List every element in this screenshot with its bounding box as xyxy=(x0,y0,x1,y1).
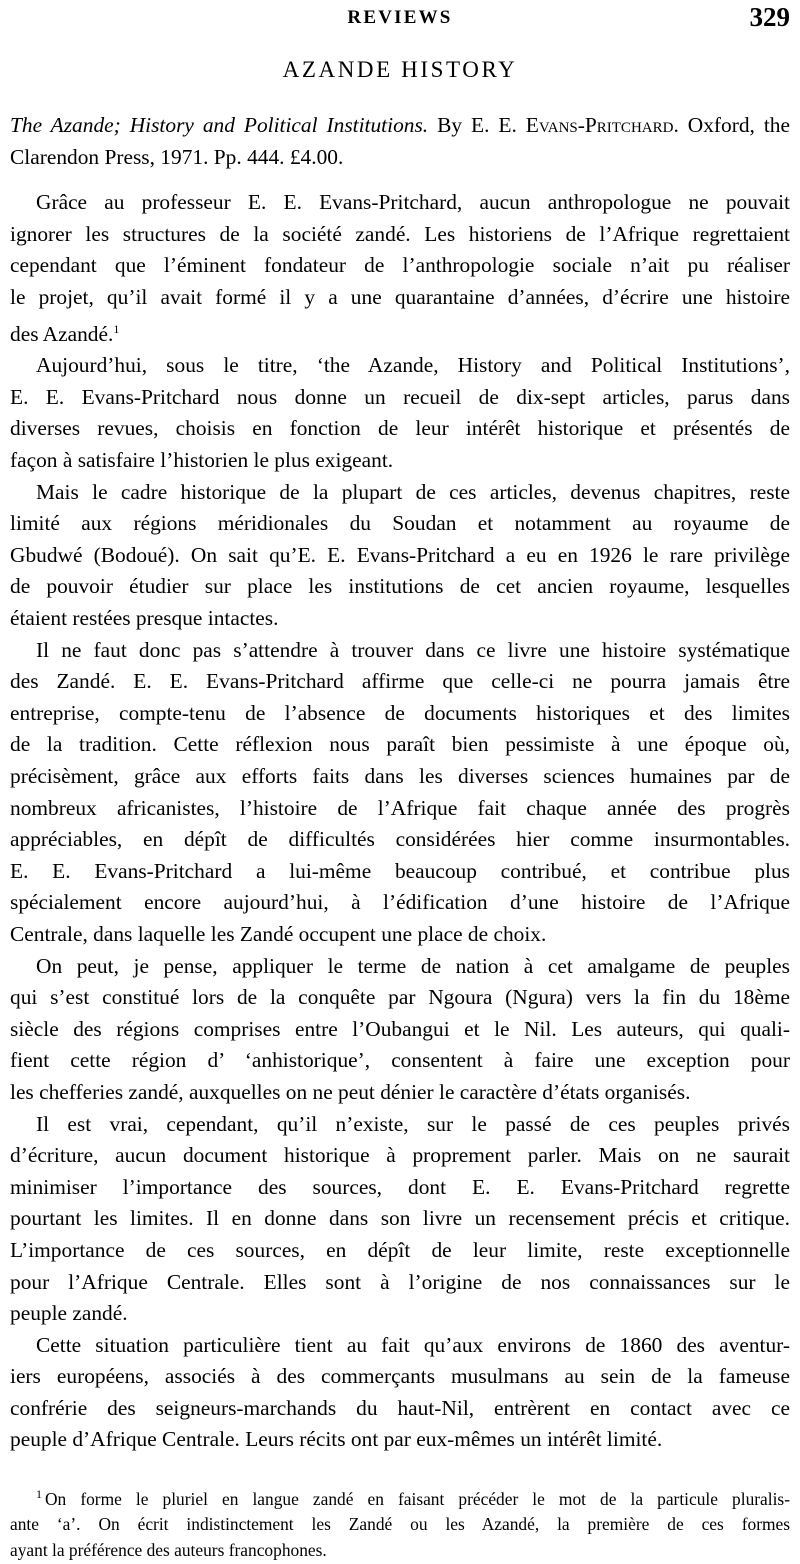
book-headnote xyxy=(10,110,790,173)
document-page xyxy=(0,2,800,1561)
text-line: Aujourd’hui, sous le titre, ‘the Azande, History and Political Institutions’, xyxy=(36,353,790,378)
text-line: spécialement encore aujourd’hui, à l’édification d’une histoire de l’Afrique xyxy=(10,890,790,915)
text-line: Centrale, dans laquelle les Zandé occupent une place de choix. xyxy=(10,921,547,946)
text-line: Gbudwé (Bodoué). On sait qu’E. E. Evans-Pritchard a eu en 1926 le rare privilège xyxy=(10,542,790,567)
text-line: le projet, qu’il avait formé il y a une quarantaine d’années, d’écrire une histoire xyxy=(10,284,790,309)
text-line: façon à satisfaire l’historien le plus exigeant. xyxy=(10,448,394,473)
text-line: fient cette région d’ ‘anhistorique’, consentent à faire une exception pour xyxy=(10,1048,790,1073)
text-line-content: des Azandé. xyxy=(10,321,114,346)
text-line: limité aux régions méridionales du Soudan et notamment au royaume de xyxy=(10,511,790,536)
book-author: Evans-Pritchard xyxy=(525,113,674,137)
text-line xyxy=(10,314,790,351)
running-head xyxy=(10,2,790,40)
text-line: Cette situation particulière tient au fait qu’aux environs de 1860 des aventur- xyxy=(36,1332,790,1357)
footnote-line: ayant la préférence des auteurs francophones. xyxy=(10,1540,327,1561)
footnote-marker: 1 xyxy=(36,1487,42,1502)
text-line: diverses revues, choisis en fonction de leur intérêt historique et présentés de xyxy=(10,416,790,441)
footnote-line xyxy=(10,1482,790,1512)
page-number: 329 xyxy=(749,2,790,32)
text-line: minimiser l’importance des sources, dont E. E. Evans-Pritchard regrette xyxy=(10,1174,790,1199)
text-line: qui s’est constitué lors de la conquête par Ngoura (Ngura) vers la fin du 18ème xyxy=(10,985,790,1010)
running-head-title: REVIEWS xyxy=(347,7,453,28)
text-line: nombreux africanistes, l’histoire de l’Afrique fait chaque année des progrès xyxy=(10,795,790,820)
text-line: E. E. Evans-Pritchard nous donne un recueil de dix-sept articles, parus dans xyxy=(10,384,790,409)
text-line: de la tradition. Cette réflexion nous paraît bien pessimiste à une époque où, xyxy=(10,732,790,757)
text-line: iers européens, associés à des commerçants musulmans au sein de la fameuse xyxy=(10,1364,790,1389)
text-line: appréciables, en dépît de difficultés considérées hier comme insurmontables. xyxy=(10,827,790,852)
text-line: peuple zandé. xyxy=(10,1301,128,1326)
paragraph-1 xyxy=(10,187,790,350)
footnote-1 xyxy=(10,1482,790,1564)
text-line: étaient restées presque intactes. xyxy=(10,606,279,631)
paragraph-3 xyxy=(10,477,790,635)
text-line: d’écriture, aucun document historique à proprement parler. Mais on ne saurait xyxy=(10,1143,790,1168)
paragraph-4 xyxy=(10,635,790,951)
text-line: des Zandé. E. E. Evans-Pritchard affirme que celle-ci ne pourra jamais être xyxy=(10,669,790,694)
book-imprint: Oxford, the Clarendon Press, 1971. Pp. 444. £4.00. xyxy=(10,113,791,169)
text-line: pourtant les limites. Il en donne dans son livre un recensement précis et critique. xyxy=(10,1206,790,1231)
paragraph-5 xyxy=(10,951,790,1109)
text-line: peuple d’Afrique Centrale. Leurs récits ont par eux-mêmes un intérêt limité. xyxy=(10,1427,663,1452)
text-line: ignorer les structures de la société zandé. Les historiens de l’Afrique regrettaient xyxy=(10,221,790,246)
text-line: Mais le cadre historique de la plupart de ces articles, devenus chapitres, reste xyxy=(36,479,790,504)
book-title: The Azande; History and Political Institutions. xyxy=(10,113,429,137)
book-by-label: By E. E. xyxy=(428,113,526,137)
text-line: de pouvoir étudier sur place les institutions de cet ancien royaume, lesquelles xyxy=(10,574,790,599)
footnote-area xyxy=(10,1482,790,1564)
text-line: Il ne faut donc pas s’attendre à trouver dans ce livre une histoire systématique xyxy=(36,637,790,662)
page-title: AZANDE HISTORY xyxy=(282,57,518,82)
paragraph-7 xyxy=(10,1330,790,1456)
text-line: entreprise, compte-tenu de l’absence de documents historiques et des limites xyxy=(10,700,790,725)
paragraph-6 xyxy=(10,1109,790,1330)
footnote-line-content: On forme le pluriel en langue zandé en faisant précéder le mot de la particule pluralis- xyxy=(45,1488,790,1509)
text-line: confrérie des seigneurs-marchands du haut-Nil, entrèrent en contact avec ce xyxy=(10,1395,790,1420)
footnote-line: ante ‘a’. On écrit indistinctement les Zandé ou les Azandé, la première de ces formes xyxy=(10,1514,790,1535)
text-line: Grâce au professeur E. E. Evans-Pritchard, aucun anthropologue ne pouvait xyxy=(36,190,790,215)
text-line: pour l’Afrique Centrale. Elles sont à l’origine de nos connaissances sur le xyxy=(10,1269,790,1294)
article-body xyxy=(10,110,790,1456)
text-line: E. E. Evans-Pritchard a lui-même beaucoup contribué, et contribue plus xyxy=(10,858,790,883)
text-line: L’importance de ces sources, en dépît de leur limite, reste exceptionnelle xyxy=(10,1237,790,1262)
text-line: On peut, je pense, appliquer le terme de nation à cet amalgame de peuples xyxy=(36,953,790,978)
text-line: Il est vrai, cependant, qu’il n’existe, sur le passé de ces peuples privés xyxy=(36,1111,790,1136)
paragraph-2 xyxy=(10,350,790,476)
text-line: précisèment, grâce aux efforts faits dans les diverses sciences humaines par de xyxy=(10,764,790,788)
footnote-reference: 1 xyxy=(113,321,120,336)
text-line: siècle des régions comprises entre l’Oubangui et le Nil. Les auteurs, qui quali- xyxy=(10,1016,790,1041)
book-author-period: . xyxy=(673,113,679,137)
text-line: les chefferies zandé, auxquelles on ne peut dénier le caractère d’états organisés. xyxy=(10,1079,691,1104)
text-line: cependant que l’éminent fondateur de l’anthropologie sociale n’ait pu réaliser xyxy=(10,253,790,278)
